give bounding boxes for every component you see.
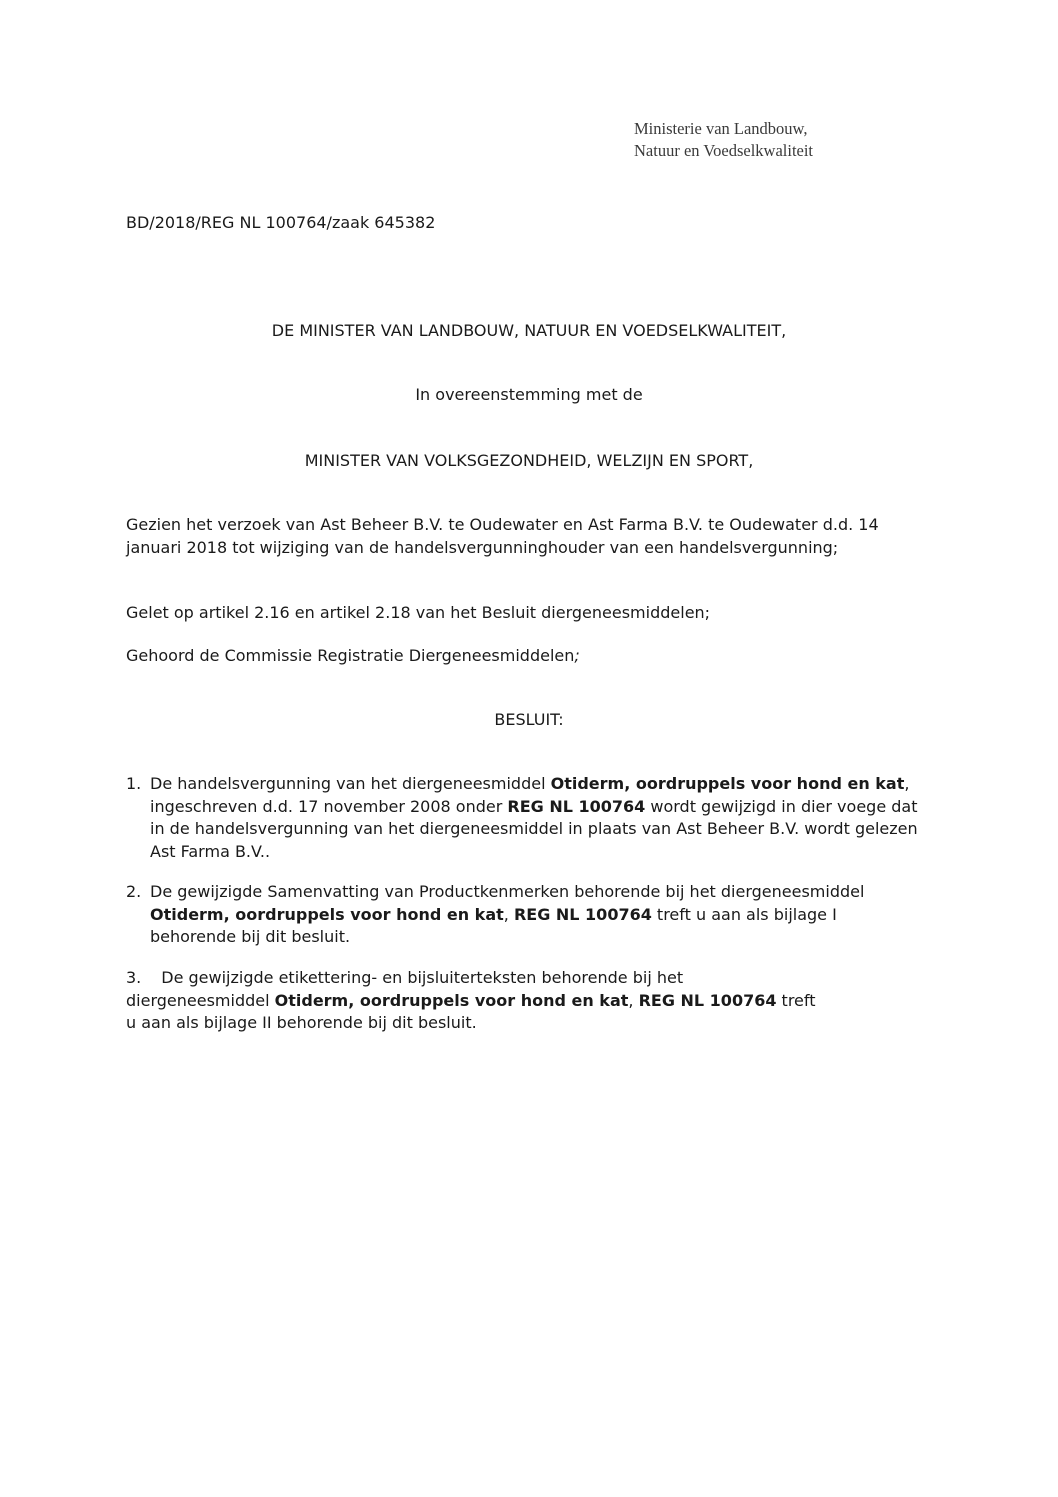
item-number: 2.: [126, 882, 142, 901]
letterhead-line-2: Natuur en Voedselkwaliteit: [634, 141, 814, 160]
heading-minister: DE MINISTER VAN LANDBOUW, NATUUR EN VOEDSELKWALITEIT,: [271, 321, 787, 340]
registration-number: REG NL 100764: [638, 990, 777, 1010]
item-line: u aan als bijlage II behorende bij dit besluit.: [126, 1013, 477, 1032]
item-text: De gewijzigde Samenvatting van Productkenmerken behorende bij het diergeneesmiddel: [150, 882, 865, 901]
consideration-gezien: Gezien het verzoek van Ast Beheer B.V. te Oudewater en Ast Farma B.V. te Oudewater d.d. 14 januari 2018 tot wijziging van de handelsvergunninghouder van een handelsvergunning;: [126, 515, 879, 557]
reference-number: BD/2018/REG NL 100764/zaak 645382: [126, 213, 436, 232]
heading-agreement: In overeenstemming met de: [415, 385, 643, 404]
decision-item-3: [126, 967, 926, 1035]
item-text: treft u aan als bijlage I behorende bij dit besluit.: [150, 904, 837, 946]
item-text: De handelsvergunning van het diergeneesmiddel: [150, 774, 551, 793]
decision-item-2: [126, 881, 926, 949]
item-line: [126, 967, 926, 990]
consideration-gehoord: [126, 645, 926, 668]
item-text: De gewijzigde etikettering- en bijsluiterteksten behorende bij het: [161, 968, 684, 987]
item-body: [150, 881, 926, 949]
item-text: ,: [503, 904, 514, 924]
item-text: , ingeschreven d.d. 17 november 2008 onder: [150, 774, 910, 816]
heading-minister-vws: MINISTER VAN VOLKSGEZONDHEID, WELZIJN EN SPORT,: [304, 451, 754, 470]
item-body: [150, 773, 926, 863]
item-text: treft: [776, 990, 816, 1010]
item-text: wordt gewijzigd in dier voege dat in de handelsvergunning van het diergeneesmiddel in plaats van Ast Beheer B.V. wordt gelezen Ast Farma B.V..: [150, 796, 918, 861]
item-text: diergeneesmiddel: [126, 990, 275, 1010]
item-line: [126, 990, 926, 1013]
ministry-letterhead: [634, 118, 813, 162]
consideration-gelet: Gelet op artikel 2.16 en artikel 2.18 van het Besluit diergeneesmiddelen;: [126, 603, 711, 622]
gehoord-text: Gehoord de Commissie Registratie Diergeneesmiddelen: [126, 646, 575, 665]
item-number: 1.: [126, 774, 142, 793]
product-name: Otiderm, oordruppels voor hond en kat: [150, 904, 504, 924]
letterhead-line-1: Ministerie van Landbouw,: [634, 119, 808, 138]
product-name: Otiderm, oordruppels voor hond en kat: [274, 990, 629, 1010]
besluit-heading: BESLUIT:: [494, 710, 564, 729]
gehoord-end: ;: [574, 646, 580, 665]
item-number: 3.: [126, 968, 142, 987]
registration-number: REG NL 100764: [507, 796, 646, 816]
product-name: Otiderm, oordruppels voor hond en kat: [550, 774, 905, 793]
item-text: ,: [628, 990, 639, 1010]
decision-item-1: [126, 773, 926, 863]
registration-number: REG NL 100764: [513, 904, 652, 924]
